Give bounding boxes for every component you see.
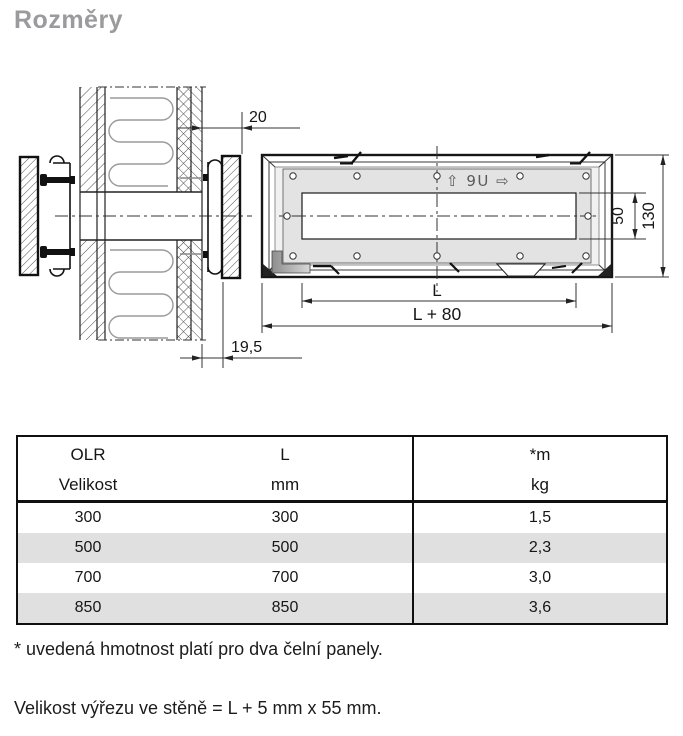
header-l: L [280,445,290,464]
dim-label-20: 20 [249,109,267,126]
cell-l: 500 [271,539,299,556]
cell-size: 300 [74,509,102,526]
dim-label-50: 50 [610,207,627,225]
cell-l: 850 [271,599,299,616]
table-row [17,563,667,593]
dimensions-table [16,435,668,625]
header-olr: OLR [70,445,106,464]
cell-size: 700 [74,569,102,586]
cell-l: 300 [271,509,299,526]
spring-clip [208,160,222,167]
header-mm: mm [158,470,413,502]
header-kg: kg [413,470,667,502]
cell-m: 3,6 [413,593,667,624]
spring-clip [208,267,222,274]
wall-layer-hatch [80,87,105,192]
cell-m: 2,3 [413,533,667,563]
table-header [17,436,667,502]
dim-label-L: L [432,281,442,300]
table-row [17,533,667,563]
insulation-serpentine [109,250,173,338]
cell-size: 850 [74,599,102,616]
cell-size: 500 [74,539,102,556]
insulation-serpentine [109,98,173,186]
table-row [17,502,667,534]
dim-label-19-5: 19,5 [231,339,263,356]
front-view-frame [262,146,612,292]
dim-label-130: 130 [640,202,658,230]
page-title: Rozměry [14,6,124,34]
table-row [17,593,667,624]
dim-label-L80: L + 80 [412,304,462,324]
header-m: *m [413,436,667,470]
spring-clip [50,269,64,276]
front-panel-left [20,157,38,275]
cell-m: 1,5 [413,502,667,534]
cell-l: 700 [271,569,299,586]
header-velikost: Velikost [17,470,158,502]
cell-m: 3,0 [413,563,667,593]
spring-clip [50,156,64,163]
up-orientation-stamp: ⇧ 9U ⇨ [446,172,511,190]
footnote-wall-cutout: Velikost výřezu ve stěně = L + 5 mm x 55 mm. [14,698,382,718]
footnote-weight: * uvedená hmotnost platí pro dva čelní panely. [14,639,383,659]
